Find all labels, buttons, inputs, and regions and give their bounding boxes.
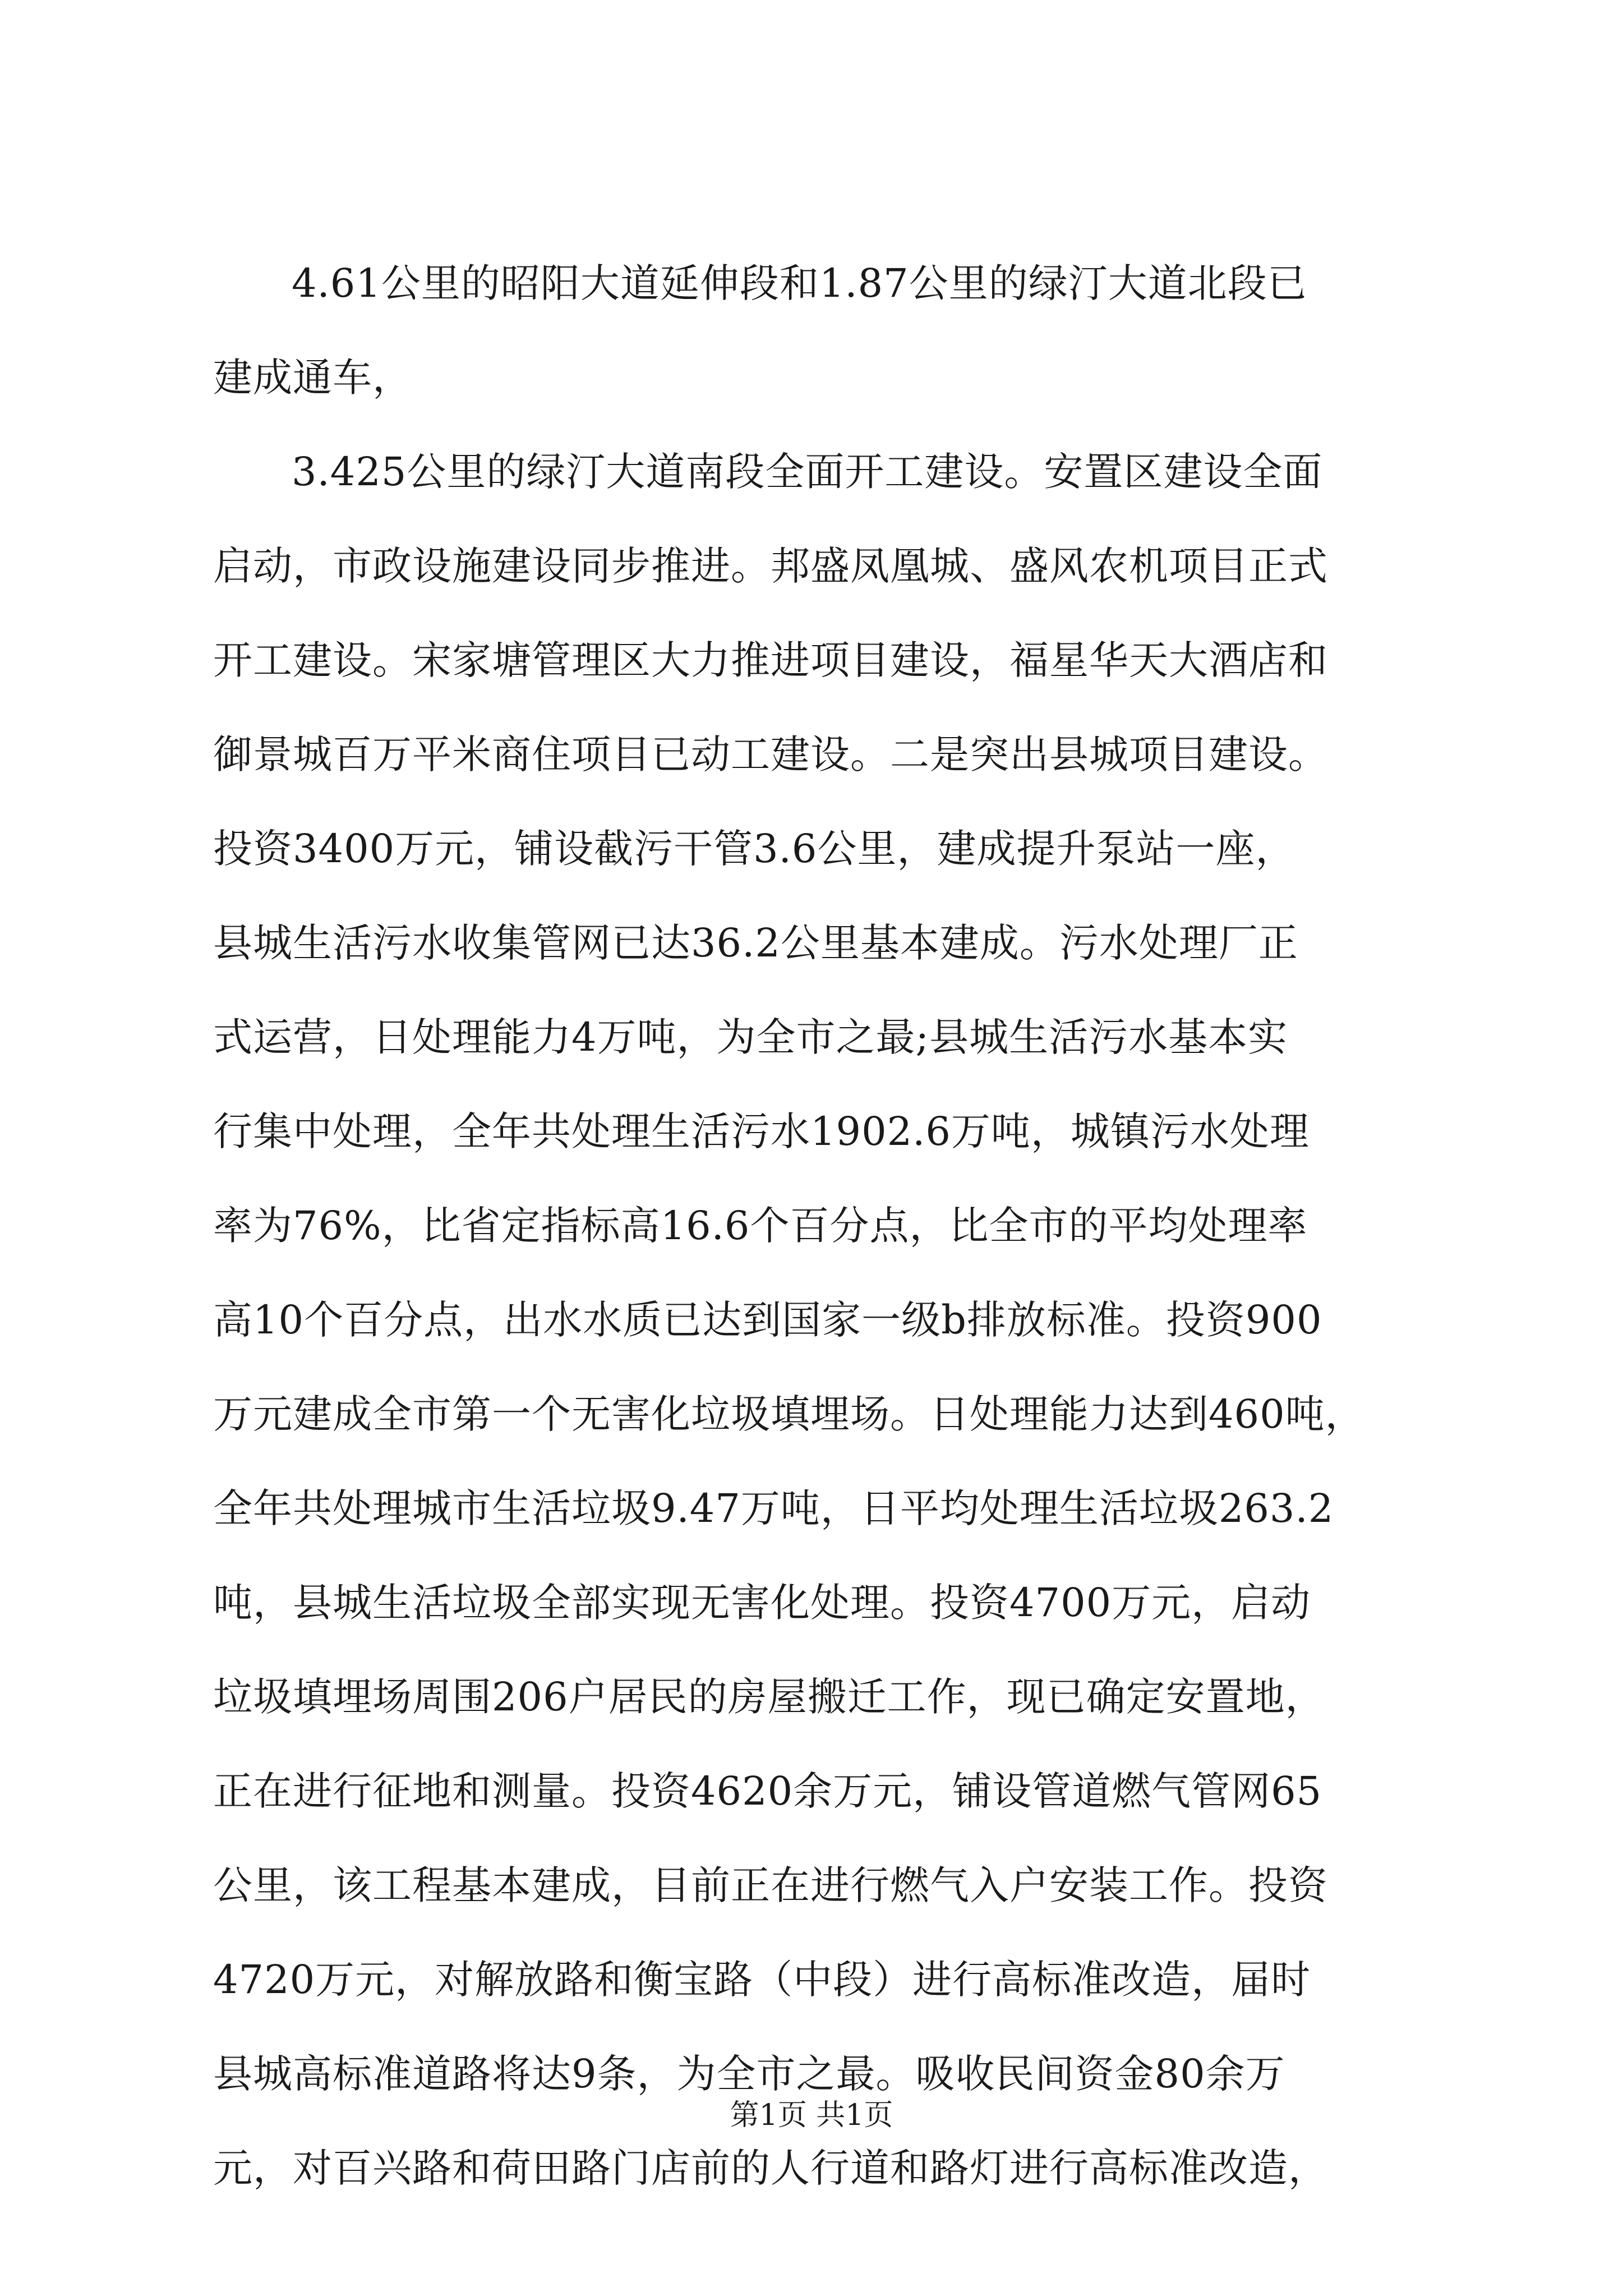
- text-line-7: 投资3400万元，铺设截污干管3.6公里，建成提升泵站一座，: [213, 826, 1295, 872]
- document-body: [213, 260, 1424, 2243]
- text-line-20: 县城高标准道路将达9条，为全市之最。吸收民间资金80余万: [213, 2051, 1285, 2097]
- text-line-2: 建成通车，: [213, 355, 412, 401]
- text-line-21: 元，对百兴路和荷田路门店前的人行道和路灯进行高标准改造，: [213, 2145, 1328, 2191]
- page-number-label: 第1页 共1页: [730, 2099, 893, 2132]
- text-line-12: 高10个百分点，出水水质已达到国家一级b排放标准。投资900: [213, 1297, 1322, 1343]
- text-line-5: 开工建设。宋家塘管理区大力推进项目建设，福星华天大酒店和: [213, 637, 1328, 683]
- text-line-13: 万元建成全市第一个无害化垃圾填埋场。日处理能力达到460吨，: [213, 1391, 1365, 1437]
- text-line-14: 全年共处理城市生活垃圾9.47万吨，日平均处理生活垃圾263.2: [213, 1485, 1334, 1531]
- text-line-19: 4720万元，对解放路和衡宝路（中段）进行高标准改造，届时: [213, 1957, 1311, 2003]
- text-line-1: 4.61公里的昭阳大道延伸段和1.87公里的绿汀大道北段已: [292, 260, 1307, 306]
- text-line-16: 垃圾填埋场周围206户居民的房屋搬迁工作，现已确定安置地，: [213, 1674, 1325, 1720]
- text-line-10: 行集中处理，全年共处理生活污水1902.6万吨，城镇污水处理: [213, 1108, 1310, 1154]
- text-line-8: 县城生活污水收集管网已达36.2公里基本建成。污水处理厂正: [213, 920, 1298, 966]
- text-line-9: 式运营，日处理能力4万吨，为全市之最;县城生活污水基本实: [213, 1014, 1288, 1060]
- text-line-4: 启动，市政设施建设同步推进。邦盛凤凰城、盛风农机项目正式: [213, 543, 1328, 589]
- text-line-6: 御景城百万平米商住项目已动工建设。二是突出县城项目建设。: [213, 731, 1328, 777]
- text-line-15: 吨，县城生活垃圾全部实现无害化处理。投资4700万元，启动: [213, 1580, 1311, 1626]
- text-line-3: 3.425公里的绿汀大道南段全面开工建设。安置区建设全面: [292, 449, 1323, 495]
- page-footer: [0, 2101, 1623, 2130]
- text-line-18: 公里，该工程基本建成，目前正在进行燃气入户安装工作。投资: [213, 1862, 1328, 1908]
- text-line-17: 正在进行征地和测量。投资4620余万元，铺设管道燃气管网65: [213, 1768, 1322, 1814]
- text-line-11: 率为76%，比省定指标高16.6个百分点，比全市的平均处理率: [213, 1203, 1308, 1249]
